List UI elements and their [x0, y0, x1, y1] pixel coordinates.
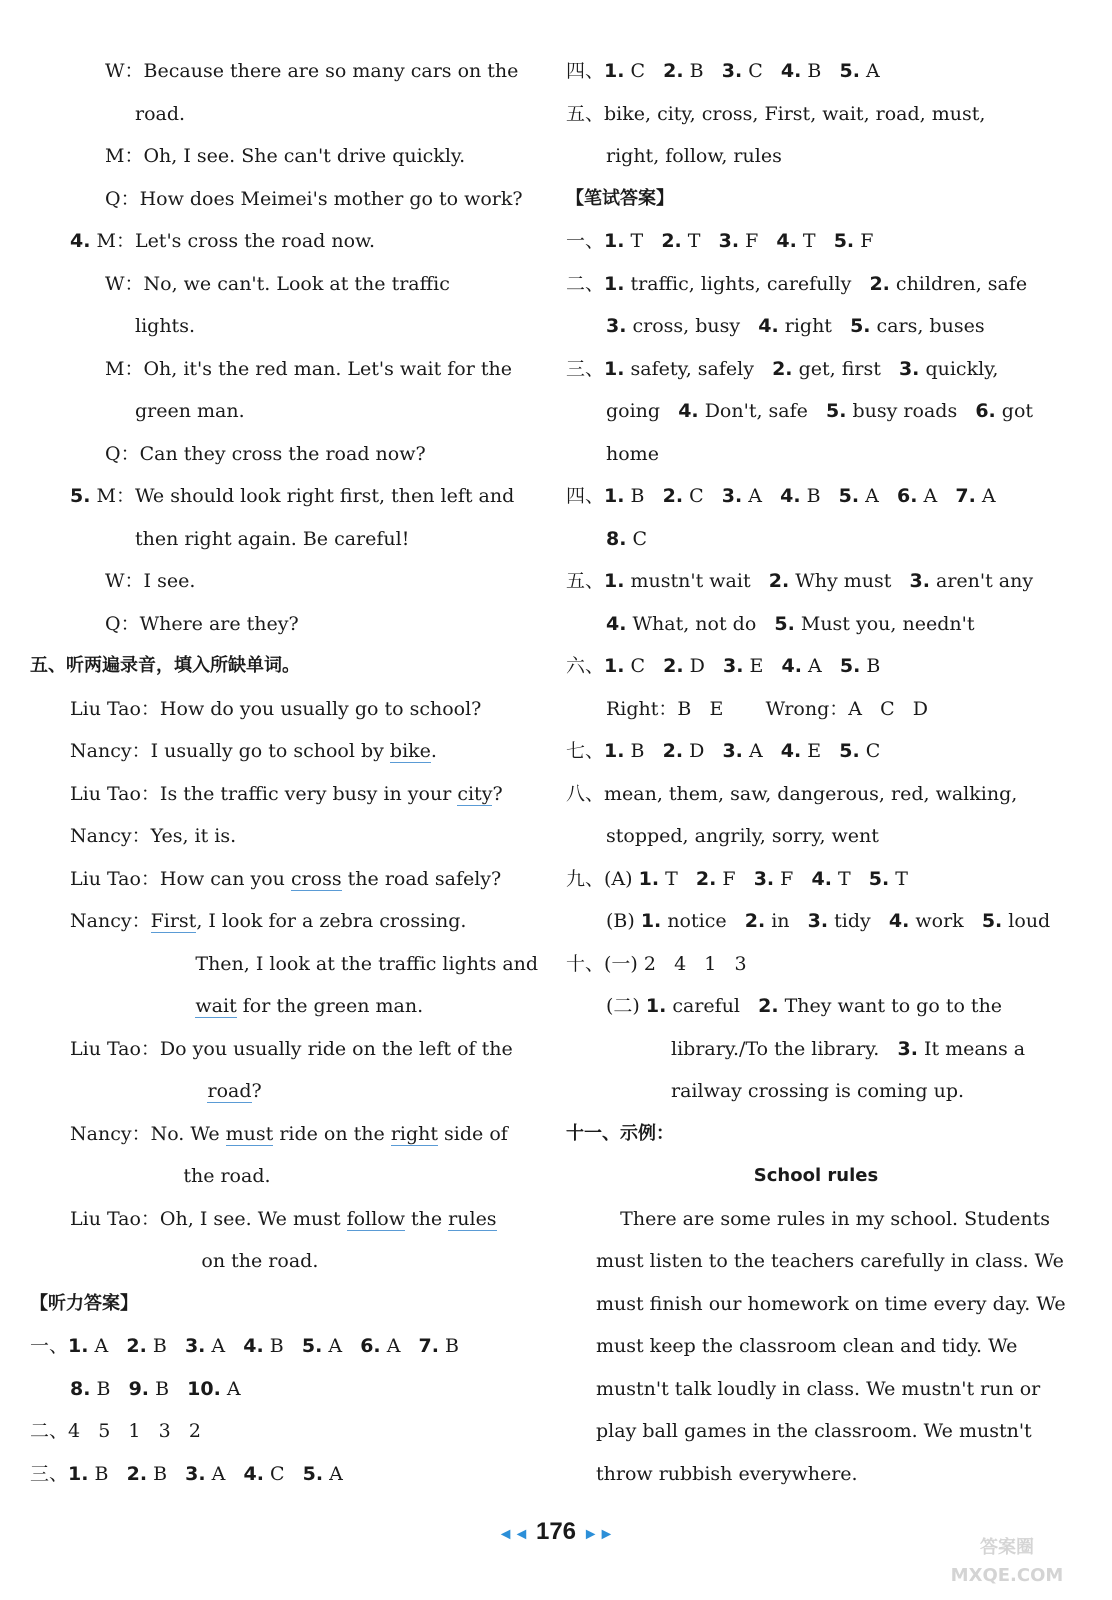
- left-line: 4. M：Let's cross the road now.: [70, 230, 376, 252]
- left-line: Q：Where are they?: [105, 612, 299, 635]
- right-line: mustn't talk loudly in class. We mustn't run or: [596, 1377, 1041, 1400]
- right-line: 3. cross, busy 4. right 5. cars, buses: [606, 315, 985, 337]
- left-line: 一、1. A 2. B 3. A 4. B 5. A 6. A 7. B: [30, 1335, 460, 1357]
- right-line: library./To the library. 3. It means a: [671, 1037, 1026, 1060]
- left-line: M：Oh, it's the red man. Let's wait for the: [105, 357, 512, 380]
- left-line: Q：How does Meimei's mother go to work?: [105, 187, 523, 210]
- left-line: Nancy：No. We must ride on the right side of: [70, 1122, 508, 1145]
- right-line: Right：B E Wrong：A C D: [606, 697, 928, 720]
- right-line: 三、1. safety, safely 2. get, first 3. quickly,: [566, 357, 999, 380]
- right-line: play ball games in the classroom. We mustn't: [596, 1420, 1032, 1442]
- right-line: 九、(A) 1. T 2. F 3. F 4. T 5. T: [566, 867, 908, 890]
- right-line: 五、1. mustn't wait 2. Why must 3. aren't any: [566, 570, 1034, 592]
- left-line: the road.: [135, 1165, 271, 1187]
- right-line: 十、(一) 2 4 1 3: [566, 952, 747, 975]
- left-line: Liu Tao：Oh, I see. We must follow the rules: [70, 1207, 497, 1230]
- right-line: 四、1. C 2. B 3. C 4. B 5. A: [566, 60, 880, 82]
- left-line: Nancy：First, I look for a zebra crossing.: [70, 910, 467, 932]
- watermark-line2: MXQE.COM: [950, 1565, 1064, 1586]
- watermark-logo: [922, 1534, 1092, 1594]
- left-line: Liu Tao：How do you usually go to school?: [70, 697, 482, 720]
- right-line: must keep the classroom clean and tidy. We: [596, 1335, 1018, 1357]
- right-line: (二) 1. careful 2. They want to go to the: [606, 995, 1003, 1017]
- right-line: 六、1. C 2. D 3. E 4. A 5. B: [566, 655, 881, 677]
- right-line: School rules: [753, 1165, 879, 1186]
- left-line: 二、4 5 1 3 2: [30, 1420, 201, 1442]
- left-line: Q：Can they cross the road now?: [105, 442, 426, 465]
- watermark-line1: 答案圈: [980, 1537, 1034, 1558]
- right-line: There are some rules in my school. Students: [596, 1207, 1051, 1230]
- next-arrows-icon: ►►: [582, 1526, 615, 1543]
- left-line: W：Because there are so many cars on the: [105, 60, 519, 82]
- right-column: [566, 50, 1066, 1495]
- left-line: lights.: [135, 315, 195, 337]
- right-line: 8. C: [606, 527, 648, 550]
- left-line: W：No, we can't. Look at the traffic: [105, 272, 450, 295]
- right-line: 五、bike, city, cross, First, wait, road, must,: [566, 102, 986, 125]
- right-line: home: [606, 442, 659, 465]
- left-line: Nancy：I usually go to school by bike.: [70, 740, 437, 762]
- right-line: stopped, angrily, sorry, went: [606, 825, 879, 847]
- left-line: road?: [207, 1080, 262, 1102]
- right-line: 4. What, not do 5. Must you, needn't: [606, 612, 975, 635]
- right-line: 四、1. B 2. C 3. A 4. B 5. A 6. A 7. A: [566, 485, 996, 507]
- left-line: M：Oh, I see. She can't drive quickly.: [105, 145, 466, 167]
- left-column: [30, 50, 539, 1495]
- left-line: 三、1. B 2. B 3. A 4. C 5. A: [30, 1462, 343, 1485]
- right-line: 七、1. B 2. D 3. A 4. E 5. C: [566, 740, 881, 762]
- right-line: going 4. Don't, safe 5. busy roads 6. got: [606, 400, 1034, 422]
- left-line: Nancy：Yes, it is.: [70, 825, 237, 847]
- left-line: on the road.: [135, 1250, 319, 1272]
- right-line: (B) 1. notice 2. in 3. tidy 4. work 5. loud: [606, 910, 1051, 932]
- left-line: W：I see.: [105, 570, 196, 592]
- prev-arrows-icon: ◄◄: [497, 1526, 530, 1543]
- left-line: road.: [135, 102, 186, 125]
- left-line: green man.: [135, 400, 245, 422]
- right-line: 十一、示例：: [566, 1122, 674, 1144]
- right-line: must finish our homework on time every day. We: [596, 1292, 1066, 1315]
- left-line: Liu Tao：How can you cross the road safely?: [70, 867, 502, 890]
- left-line: 五、听两遍录音，填入所缺单词。: [30, 655, 300, 676]
- left-line: wait for the green man.: [195, 995, 424, 1017]
- left-line: Liu Tao：Is the traffic very busy in your city?: [70, 782, 503, 805]
- page-number: 176: [535, 1518, 577, 1545]
- right-line: 二、1. traffic, lights, carefully 2. children, safe: [566, 272, 1028, 295]
- left-line: 【听力答案】: [30, 1292, 138, 1314]
- left-line: 5. M：We should look right first, then left and: [70, 485, 515, 507]
- right-line: 一、1. T 2. T 3. F 4. T 5. F: [566, 230, 874, 252]
- left-line: then right again. Be careful!: [135, 527, 410, 550]
- right-line: throw rubbish everywhere.: [596, 1462, 858, 1485]
- left-line: Liu Tao：Do you usually ride on the left of the: [70, 1037, 513, 1060]
- right-line: 【笔试答案】: [566, 187, 674, 209]
- right-line: railway crossing is coming up.: [671, 1080, 965, 1102]
- right-line: must listen to the teachers carefully in class. We: [596, 1250, 1064, 1272]
- right-line: 八、mean, them, saw, dangerous, red, walking,: [566, 782, 1018, 805]
- right-line: right, follow, rules: [606, 145, 782, 167]
- left-line: Then, I look at the traffic lights and: [135, 952, 539, 975]
- left-line: 8. B 9. B 10. A: [70, 1377, 241, 1400]
